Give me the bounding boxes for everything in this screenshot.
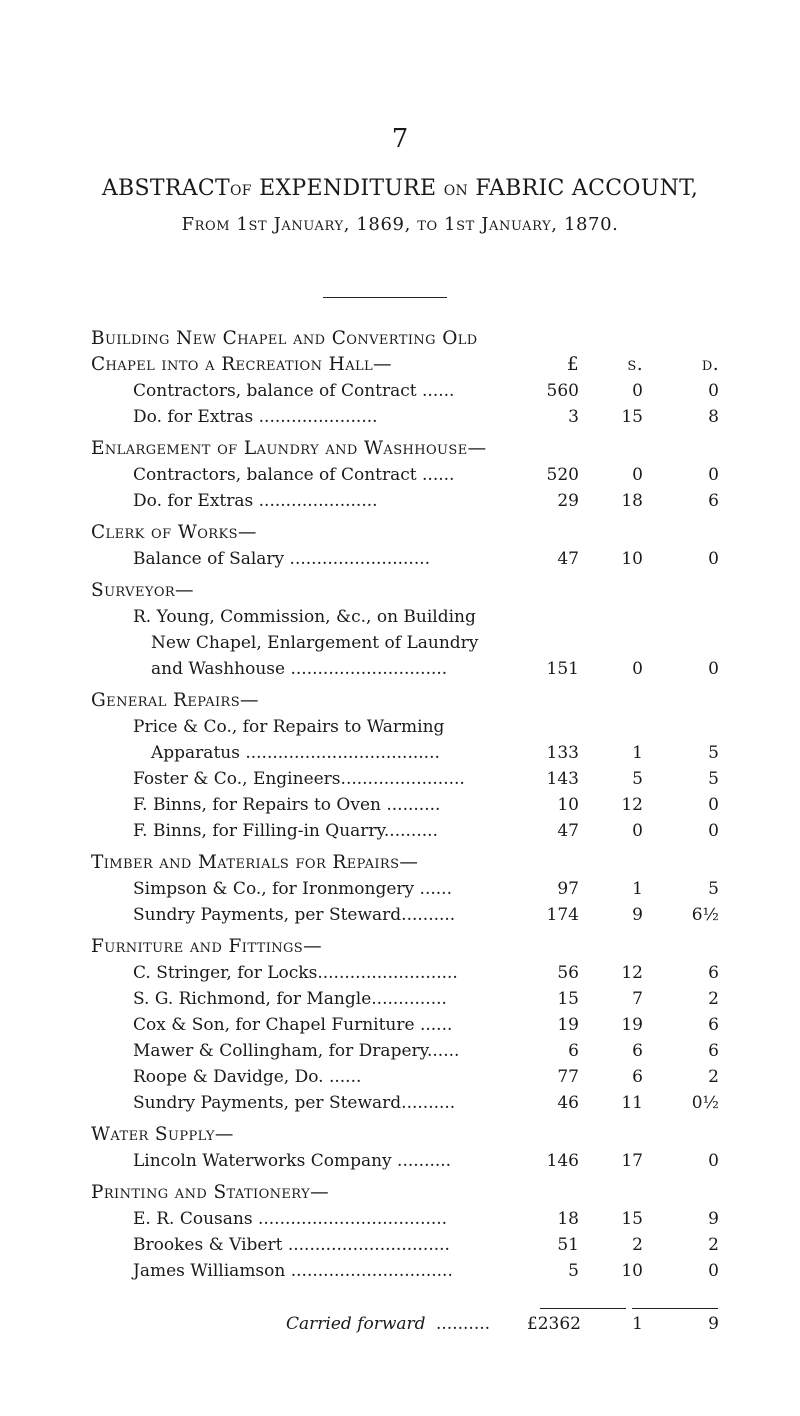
amount-pounds: 19: [557, 1015, 579, 1035]
amount-pounds: 47: [557, 549, 579, 569]
ledger-row-label: and Washhouse .............................: [151, 659, 448, 679]
title-divider: [323, 297, 447, 298]
amount-pence: 9: [708, 1209, 719, 1229]
amount-pounds: 15: [557, 989, 579, 1009]
ledger-row: [91, 1232, 719, 1258]
amount-pence: 5: [708, 769, 719, 789]
ledger-row-label: F. Binns, for Repairs to Oven ..........: [133, 795, 441, 815]
section-heading-text: Building New Chapel and Converting Old: [91, 328, 478, 349]
section-heading: [91, 326, 719, 352]
ledger-row-label: Contractors, balance of Contract ......: [133, 465, 455, 485]
currency-header: [519, 352, 719, 378]
ledger-row: [91, 1206, 719, 1232]
ledger-row-amount: [519, 818, 719, 844]
amount-pounds: 3: [568, 407, 579, 427]
ledger-row-label: Cox & Son, for Chapel Furniture ......: [133, 1015, 453, 1035]
amount-pounds: 97: [557, 879, 579, 899]
ledger-row: [91, 378, 719, 404]
ledger-row-amount: [519, 378, 719, 404]
carried-forward-pounds: £2362: [526, 1314, 581, 1334]
ledger-row-label: Brookes & Vibert ..............................: [133, 1235, 450, 1255]
amount-shillings: 15: [621, 407, 643, 427]
pence-header: d.: [701, 354, 719, 375]
ledger-row-amount: [519, 1206, 719, 1232]
ledger-row-amount: [519, 986, 719, 1012]
ledger-row-amount: [519, 488, 719, 514]
ledger-row-amount: [519, 902, 719, 928]
amount-pence: 0: [708, 795, 719, 815]
ledger-row: [91, 986, 719, 1012]
ledger-row-amount: [519, 960, 719, 986]
amount-shillings: 6: [632, 1041, 643, 1061]
section-heading-text: Chapel into a Recreation Hall—: [91, 354, 392, 375]
shillings-header: s.: [627, 354, 643, 375]
amount-pounds: 29: [557, 491, 579, 511]
amount-pence: 0: [708, 465, 719, 485]
amount-pence: 0: [708, 549, 719, 569]
ledger-row-amount: [519, 714, 719, 740]
amount-pence: 0: [708, 381, 719, 401]
amount-pence: 0½: [691, 1093, 719, 1113]
section-heading: [91, 436, 719, 462]
amount-pounds: 77: [557, 1067, 579, 1087]
amount-pence: 6: [708, 1015, 719, 1035]
ledger-row-label: Price & Co., for Repairs to Warming: [133, 717, 445, 737]
ledger-row-label: Do. for Extras ......................: [133, 407, 378, 427]
amount-shillings: 17: [621, 1151, 643, 1171]
ledger-row-label: E. R. Cousans ...................................: [133, 1209, 448, 1229]
ledger-row-amount: [519, 1064, 719, 1090]
amount-pounds: 560: [546, 381, 579, 401]
section-heading-text: General Repairs—: [91, 690, 259, 711]
amount-shillings: 7: [632, 989, 643, 1009]
amount-pounds: 174: [546, 905, 579, 925]
amount-pounds: 18: [557, 1209, 579, 1229]
amount-pence: 2: [708, 1235, 719, 1255]
carried-forward-pence: 9: [708, 1314, 719, 1334]
amount-pounds: 47: [557, 821, 579, 841]
ledger-row: [91, 404, 719, 430]
ledger-row-label: Sundry Payments, per Steward..........: [133, 1093, 456, 1113]
ledger-row-label: Roope & Davidge, Do. ......: [133, 1067, 362, 1087]
ledger-row-amount: [519, 656, 719, 682]
amount-shillings: 0: [632, 465, 643, 485]
page-number: 7: [391, 124, 409, 154]
ledger-row-amount: [519, 740, 719, 766]
amount-pence: 6½: [691, 905, 719, 925]
amount-shillings: 1: [632, 879, 643, 899]
amount-shillings: 5: [632, 769, 643, 789]
section-heading: [91, 934, 719, 960]
ledger-row-label: Apparatus ....................................: [151, 743, 440, 763]
section-heading: [91, 1180, 719, 1206]
ledger-row-label: James Williamson ..............................: [133, 1261, 453, 1281]
total-rule-pounds: [540, 1308, 626, 1309]
ledger-row: [91, 740, 719, 766]
amount-pounds: 143: [546, 769, 579, 789]
carried-forward-dots: ..........: [436, 1314, 491, 1334]
expenditure-ledger: [91, 326, 719, 1284]
ledger-row: [91, 1258, 719, 1284]
ledger-row-amount: [519, 546, 719, 572]
amount-shillings: 18: [621, 491, 643, 511]
total-rule-shillings-pence: [632, 1308, 718, 1309]
ledger-row: [91, 818, 719, 844]
ledger-row: [91, 1064, 719, 1090]
ledger-row: [91, 1090, 719, 1116]
ledger-row: [91, 960, 719, 986]
amount-pence: 0: [708, 1151, 719, 1171]
amount-pounds: 46: [557, 1093, 579, 1113]
ledger-row: [91, 1012, 719, 1038]
amount-pounds: 6: [568, 1041, 579, 1061]
amount-shillings: 0: [632, 659, 643, 679]
ledger-row-amount: [519, 1090, 719, 1116]
title-of: OF: [230, 183, 252, 199]
ledger-row: [91, 876, 719, 902]
title-part-1: ABSTRACT: [101, 176, 231, 201]
amount-shillings: 0: [632, 821, 643, 841]
amount-shillings: 0: [632, 381, 643, 401]
ledger-row: [91, 792, 719, 818]
amount-pounds: 51: [557, 1235, 579, 1255]
amount-shillings: 12: [621, 963, 643, 983]
amount-pounds: 56: [557, 963, 579, 983]
ledger-row-amount: [519, 1012, 719, 1038]
amount-shillings: 15: [621, 1209, 643, 1229]
ledger-row: [91, 462, 719, 488]
amount-pounds: 133: [546, 743, 579, 763]
carried-forward-row: [91, 1314, 719, 1342]
amount-pence: 2: [708, 989, 719, 1009]
section-heading-text: Enlargement of Laundry and Washhouse—: [91, 438, 487, 459]
amount-shillings: 12: [621, 795, 643, 815]
section-heading: [91, 352, 719, 378]
ledger-row-amount: [519, 876, 719, 902]
ledger-row: [91, 656, 719, 682]
ledger-row-amount: [519, 766, 719, 792]
ledger-row-label: Contractors, balance of Contract ......: [133, 381, 455, 401]
ledger-row: [91, 630, 719, 656]
ledger-row-amount: [519, 1038, 719, 1064]
section-heading: [91, 520, 719, 546]
amount-pence: 5: [708, 743, 719, 763]
section-heading-text: Clerk of Works—: [91, 522, 257, 543]
ledger-row-label: C. Stringer, for Locks..........................: [133, 963, 458, 983]
section-heading: [91, 1122, 719, 1148]
ledger-row-amount: [519, 1148, 719, 1174]
ledger-row-label: New Chapel, Enlargement of Laundry: [151, 633, 479, 653]
amount-pence: 0: [708, 821, 719, 841]
amount-pounds: 520: [546, 465, 579, 485]
section-heading: [91, 578, 719, 604]
ledger-row-label: Mawer & Collingham, for Drapery......: [133, 1041, 460, 1061]
ledger-row-label: Balance of Salary ..........................: [133, 549, 431, 569]
ledger-row-label: F. Binns, for Filling-in Quarry..........: [133, 821, 438, 841]
section-heading: [91, 850, 719, 876]
amount-pence: 6: [708, 963, 719, 983]
carried-forward-label: Carried forward: [286, 1314, 426, 1334]
ledger-row: [91, 714, 719, 740]
section-heading: [91, 688, 719, 714]
page-title: [0, 176, 800, 201]
ledger-row: [91, 488, 719, 514]
amount-shillings: 10: [621, 1261, 643, 1281]
page-subtitle: From 1st January, 1869, to 1st January, 1870.: [181, 214, 619, 235]
ledger-row-label: Do. for Extras ......................: [133, 491, 378, 511]
carried-forward-shillings: 1: [632, 1314, 643, 1334]
ledger-row-label: R. Young, Commission, &c., on Building: [133, 607, 476, 627]
amount-shillings: 2: [632, 1235, 643, 1255]
ledger-row-amount: [519, 604, 719, 630]
ledger-row: [91, 766, 719, 792]
ledger-row: [91, 1038, 719, 1064]
ledger-row: [91, 604, 719, 630]
amount-pounds: 10: [557, 795, 579, 815]
amount-pence: 6: [708, 1041, 719, 1061]
ledger-row-label: S. G. Richmond, for Mangle..............: [133, 989, 447, 1009]
amount-pence: 2: [708, 1067, 719, 1087]
ledger-row-amount: [519, 1232, 719, 1258]
ledger-row-label: Foster & Co., Engineers.......................: [133, 769, 465, 789]
section-heading-text: Water Supply—: [91, 1124, 234, 1145]
amount-shillings: 11: [621, 1093, 643, 1113]
pounds-header: £: [566, 354, 579, 375]
amount-shillings: 6: [632, 1067, 643, 1087]
amount-pence: 5: [708, 879, 719, 899]
amount-pence: 6: [708, 491, 719, 511]
amount-pounds: 146: [546, 1151, 579, 1171]
ledger-row-amount: [519, 1258, 719, 1284]
amount-shillings: 1: [632, 743, 643, 763]
ledger-row-label: Lincoln Waterworks Company ..........: [133, 1151, 452, 1171]
amount-shillings: 10: [621, 549, 643, 569]
ledger-row: [91, 902, 719, 928]
section-heading-text: Furniture and Fittings—: [91, 936, 322, 957]
ledger-row-amount: [519, 792, 719, 818]
title-part-3: FABRIC ACCOUNT,: [475, 176, 699, 201]
amount-pounds: 151: [546, 659, 579, 679]
ledger-row-amount: [519, 630, 719, 656]
ledger-row-label: Sundry Payments, per Steward..........: [133, 905, 456, 925]
section-heading-text: Surveyor—: [91, 580, 194, 601]
section-heading-text: Timber and Materials for Repairs—: [91, 852, 419, 873]
amount-shillings: 9: [632, 905, 643, 925]
title-part-2: EXPENDITURE: [259, 176, 437, 201]
amount-pounds: 5: [568, 1261, 579, 1281]
ledger-row-label: Simpson & Co., for Ironmongery ......: [133, 879, 452, 899]
ledger-row: [91, 546, 719, 572]
amount-shillings: 19: [621, 1015, 643, 1035]
amount-pence: 0: [708, 659, 719, 679]
title-on: ON: [443, 183, 469, 199]
ledger-row-amount: [519, 404, 719, 430]
amount-pence: 8: [708, 407, 719, 427]
section-heading-text: Printing and Stationery—: [91, 1182, 329, 1203]
ledger-row: [91, 1148, 719, 1174]
amount-pence: 0: [708, 1261, 719, 1281]
ledger-row-amount: [519, 462, 719, 488]
